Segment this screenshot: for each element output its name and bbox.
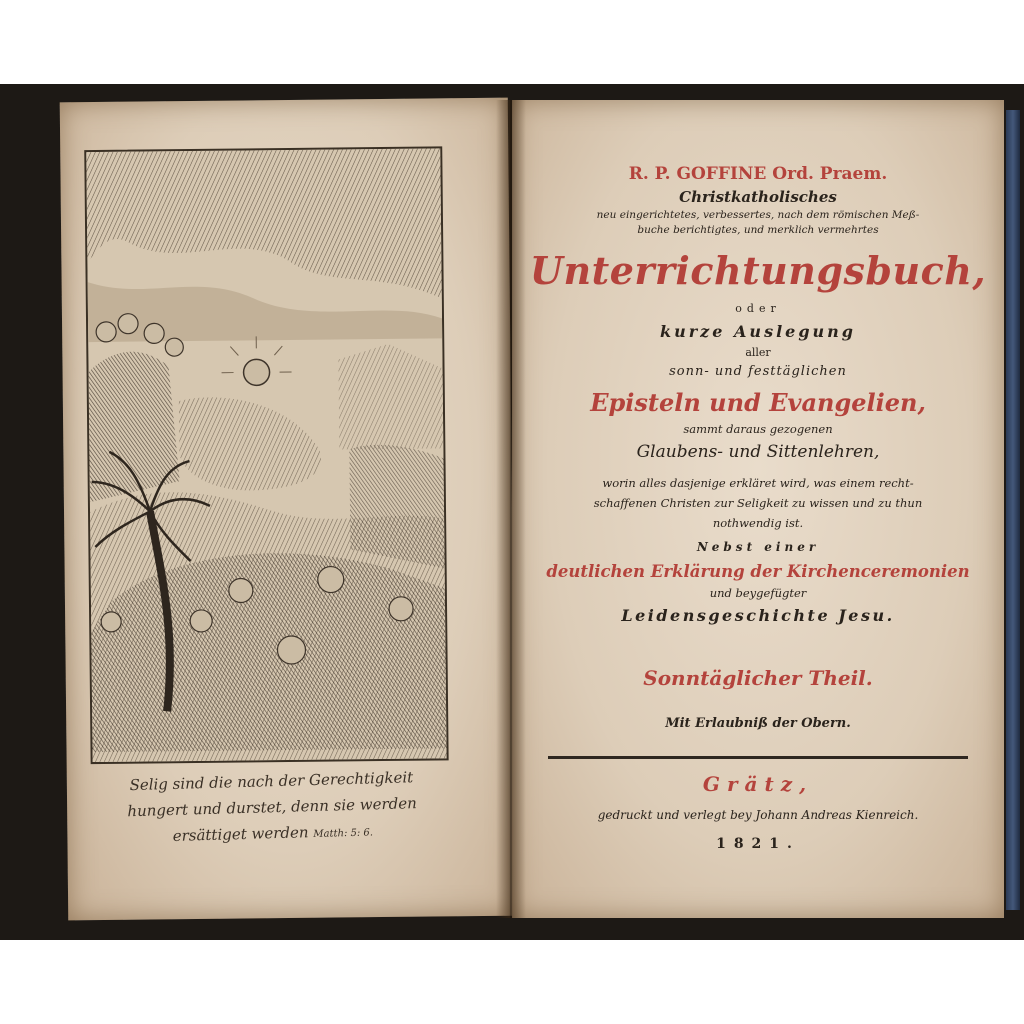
glaubens-line: Glaubens- und Sittenlehren,	[636, 442, 880, 462]
worin-line-2: schaffenen Christen zur Seligkeit zu wissen und zu thun	[593, 496, 923, 510]
sonn-festtaeglichen-line: sonn- und festtäglichen	[669, 364, 847, 379]
book-gutter	[496, 100, 526, 918]
author-line: R. P. GOFFINE Ord. Praem.	[628, 164, 888, 184]
oder-line: oder	[735, 302, 781, 315]
subtitle-line-3: buche berichtigtes, und merklich vermehrtes	[637, 224, 879, 236]
printer-line: gedruckt und verlegt bey Johann Andreas Kienreich.	[597, 808, 919, 822]
sammt-line: sammt daraus gezogenen	[683, 422, 833, 436]
worin-line-3: nothwendig ist.	[712, 516, 804, 530]
subtitle-line-2: neu eingerichtetes, verbessertes, nach dem römischen Meß-	[596, 209, 920, 221]
main-title: Unterrichtungsbuch,	[529, 248, 987, 293]
beygefuegter-line: und beygefügter	[709, 586, 807, 600]
title-page-divider	[548, 756, 968, 759]
publication-city: Grätz,	[702, 772, 814, 796]
caption-reference: Matth: 5: 6.	[313, 827, 374, 841]
frontispiece-engraving	[84, 146, 448, 764]
book-cover-edge	[1006, 110, 1020, 910]
caption-line-3: ersättiget werden Matth: 5: 6.	[172, 823, 374, 845]
aller-line: aller	[745, 346, 771, 359]
left-page	[60, 98, 517, 921]
caption-line-1: Selig sind die nach der Gerechtigkeit	[129, 768, 414, 795]
erlaubniss-line: Mit Erlaubniß der Obern.	[665, 716, 851, 731]
episteln-evangelien-title: Episteln und Evangelien,	[590, 388, 926, 417]
caption-line-2: hungert und durstet, denn sie werden	[127, 794, 418, 821]
sonntaeglicher-theil-line: Sonntäglicher Theil.	[643, 666, 873, 690]
worin-line-1: worin alles dasjenige erkläret wird, was einem recht-	[602, 476, 914, 490]
nebst-einer-line: Nebst einer	[696, 540, 820, 554]
leidensgeschichte-line: Leidensgeschichte Jesu.	[621, 606, 895, 625]
engraving-caption	[86, 763, 458, 854]
title-page	[512, 100, 1004, 918]
kurze-auslegung-line: kurze Auslegung	[660, 322, 856, 341]
kirchenceremonien-line: deutlichen Erklärung der Kirchenceremonien	[546, 562, 970, 581]
publication-year: 1821.	[716, 836, 800, 852]
subtitle-christkatholisches: Christkatholisches	[679, 188, 837, 206]
